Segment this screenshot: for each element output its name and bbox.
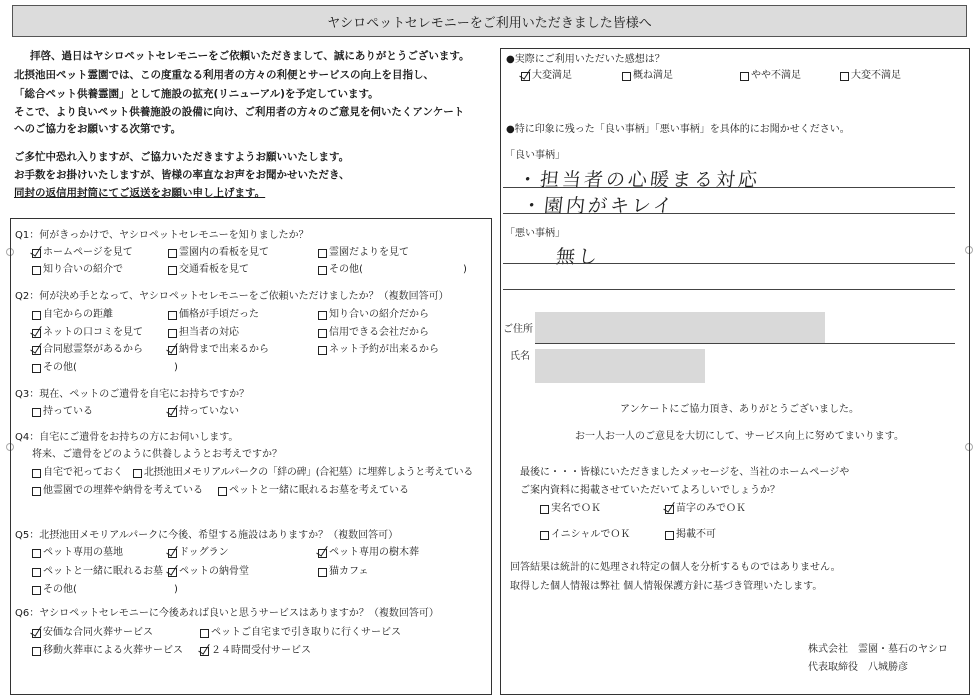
option-label: 他霊園での埋葬や納骨を考えている xyxy=(43,485,203,496)
q2-option-online-booking[interactable] xyxy=(318,344,439,356)
address-line xyxy=(535,343,955,344)
q6-label: Q6：ヤシロペットセレモニーに今後あれば良いと思うサービスはありますか？（複数回答可） xyxy=(15,608,439,619)
intro-line: へのご協力をお願いする次第です。 xyxy=(14,123,182,135)
checkbox[interactable] xyxy=(318,249,327,258)
q2-option-reasonable-price[interactable] xyxy=(168,309,259,321)
checkbox[interactable] xyxy=(32,647,41,656)
q5-option-shared-grave[interactable] xyxy=(32,566,163,578)
option-label: 信用できる会社だから xyxy=(329,327,429,338)
request-line: お手数をお掛けいたしますが、皆様の率直なお声をお聞かせいただき、 xyxy=(14,169,350,181)
option-label: ネット予約が出来るから xyxy=(329,344,439,355)
option-label: 持っていない xyxy=(179,406,239,417)
intro-line: 拝啓、過日はヤシロペットセレモニーをご依頼いただきまして、誠にありがとうございます。 xyxy=(30,50,470,62)
satisfaction-option-satisfied[interactable] xyxy=(622,70,673,82)
checkbox[interactable] xyxy=(133,469,142,478)
checkbox[interactable] xyxy=(318,266,327,275)
representative-name: 代表取締役 八城勝彦 xyxy=(808,662,908,673)
option-label: その他( xyxy=(329,264,363,275)
q1-option-homepage[interactable] xyxy=(32,247,133,259)
redacted-name xyxy=(535,349,705,383)
q5-option-pet-cemetery[interactable] xyxy=(32,547,123,559)
answer-line xyxy=(503,263,955,264)
checkbox[interactable] xyxy=(168,346,177,355)
option-label: 移動火葬車による火葬サービス xyxy=(43,645,183,656)
good-answer-handwritten: ・園内がキレイ xyxy=(520,195,677,217)
q3-option-do-not-have[interactable] xyxy=(168,406,239,418)
publish-question: ご案内資料に掲載させていただいてよろしいでしょうか？ xyxy=(520,485,780,496)
checkbox[interactable] xyxy=(168,311,177,320)
q5-option-tree-burial[interactable] xyxy=(318,547,419,559)
redacted-address xyxy=(535,312,825,343)
option-label: 北摂池田メモリアルパークの「絆の碑」(合祀墓）に埋葬しようと考えている xyxy=(144,467,473,478)
option-label: 掲載不可 xyxy=(676,529,716,540)
checkbox[interactable] xyxy=(32,364,41,373)
option-label: 合同慰霊祭があるから xyxy=(43,344,143,355)
checkbox[interactable] xyxy=(840,72,849,81)
privacy-note: 取得した個人情報は弊社 個人情報保護方針に基づき管理いたします。 xyxy=(510,581,823,592)
q5-option-other[interactable] xyxy=(32,584,77,596)
checkbox[interactable] xyxy=(318,568,327,577)
checkbox[interactable] xyxy=(168,266,177,275)
checkbox[interactable] xyxy=(318,549,327,558)
thanks-line: お一人お一人のご意見を大切にして、サービス向上に努めてまいります。 xyxy=(575,431,904,442)
checkbox[interactable] xyxy=(168,408,177,417)
q4-option-enshrine-at-home[interactable] xyxy=(32,467,123,479)
q2-option-online-reviews[interactable] xyxy=(32,327,143,339)
q2-option-other[interactable] xyxy=(32,362,77,374)
checkbox[interactable] xyxy=(622,72,631,81)
satisfaction-option-very-dissatisfied[interactable] xyxy=(840,70,901,82)
option-label: ペットご自宅まで引き取りに行くサービス xyxy=(211,627,401,638)
page-title: ヤシロペットセレモニーをご利用いただきました皆様へ xyxy=(327,15,652,31)
checkbox[interactable] xyxy=(32,249,41,258)
q6-option-cheap-cremation[interactable] xyxy=(32,627,153,639)
other-close-paren: ) xyxy=(174,362,178,373)
option-label: 霊園だよりを見て xyxy=(329,247,409,258)
checkbox[interactable] xyxy=(32,469,41,478)
option-label: ドッグラン xyxy=(179,547,229,558)
option-label: その他( xyxy=(43,584,77,595)
publish-option-initials[interactable] xyxy=(540,529,630,541)
q2-option-staff-response[interactable] xyxy=(168,327,239,339)
checkbox[interactable] xyxy=(200,647,209,656)
q3-label: Q3：現在、ペットのご遺骨を自宅にお持ちですか？ xyxy=(15,389,250,400)
checkbox[interactable] xyxy=(318,311,327,320)
q4-sub-question: 将来、ご遺骨をどのように供養しようとお考えですか？ xyxy=(32,449,282,460)
q4-option-shared-grave[interactable] xyxy=(218,485,409,497)
q2-option-trustworthy-company[interactable] xyxy=(318,327,429,339)
header-banner xyxy=(12,5,967,37)
q3-option-have[interactable] xyxy=(32,406,93,418)
company-name: 株式会社 霊園・墓石のヤシロ xyxy=(808,644,948,655)
option-label: ホームページを見て xyxy=(43,247,133,258)
q6-option-mobile-cremation[interactable] xyxy=(32,645,183,657)
checkbox[interactable] xyxy=(32,408,41,417)
option-label: ペットと一緒に眠れるお墓 xyxy=(43,566,163,577)
option-label: 苗字のみでＯＫ xyxy=(676,503,746,514)
checkbox[interactable] xyxy=(740,72,749,81)
answer-line xyxy=(503,187,955,188)
option-label: 大変不満足 xyxy=(851,70,901,81)
satisfaction-option-somewhat-dissatisfied[interactable] xyxy=(740,70,801,82)
option-label: 霊園内の看板を見て xyxy=(179,247,269,258)
option-label: 知り合いの紹介で xyxy=(43,264,123,275)
q1-option-acquaintance-referral[interactable] xyxy=(32,264,123,276)
option-label: やや不満足 xyxy=(751,70,801,81)
q2-option-distance[interactable] xyxy=(32,309,113,321)
checkbox[interactable] xyxy=(200,629,209,638)
checkbox[interactable] xyxy=(540,505,549,514)
checkbox[interactable] xyxy=(32,266,41,275)
checkbox[interactable] xyxy=(318,346,327,355)
q1-option-cemetery-signboard[interactable] xyxy=(168,247,269,259)
q2-option-interment-available[interactable] xyxy=(168,344,269,356)
checkbox[interactable] xyxy=(32,568,41,577)
option-label: ネットの口コミを見て xyxy=(43,327,143,338)
checkbox[interactable] xyxy=(32,346,41,355)
publish-option-not-allowed[interactable] xyxy=(665,529,716,541)
option-label: 知り合いの紹介だから xyxy=(329,309,429,320)
checkbox[interactable] xyxy=(32,329,41,338)
q1-option-traffic-sign[interactable] xyxy=(168,264,249,276)
answer-line xyxy=(503,213,955,214)
checkbox[interactable] xyxy=(168,549,177,558)
checkbox[interactable] xyxy=(168,329,177,338)
good-points-label: 「良い事柄」 xyxy=(505,150,565,161)
checkbox[interactable] xyxy=(168,249,177,258)
address-label: ご住所 xyxy=(503,324,533,335)
checkbox[interactable] xyxy=(168,568,177,577)
privacy-note: 回答結果は統計的に処理され特定の個人を分析するものではありません。 xyxy=(510,562,841,573)
option-label: 安価な合同火葬サービス xyxy=(43,627,153,638)
option-label: ペットの納骨堂 xyxy=(179,566,249,577)
option-label: 概ね満足 xyxy=(633,70,673,81)
option-label: イニシャルでＯＫ xyxy=(551,529,631,540)
option-label: ペット専用の樹木葬 xyxy=(329,547,419,558)
option-label: 価格が手頃だった xyxy=(179,309,259,320)
name-label: 氏名 xyxy=(510,351,530,362)
request-line-underlined: 同封の返信用封筒にてご返送をお願い申し上げます。 xyxy=(14,187,266,199)
checkbox[interactable] xyxy=(318,329,327,338)
q5-label: Q5：北摂池田メモリアルパークに今後、希望する施設はありますか？（複数回答可） xyxy=(15,530,399,541)
other-close-paren: ) xyxy=(463,264,467,275)
good-answer-handwritten: ・担当者の心暖まる対応 xyxy=(516,169,762,191)
option-label: ペット専用の墓地 xyxy=(43,547,123,558)
publish-option-real-name[interactable] xyxy=(540,503,601,515)
option-label: その他( xyxy=(43,362,77,373)
publish-option-surname-only[interactable] xyxy=(665,503,746,515)
checkbox[interactable] xyxy=(218,487,227,496)
impressions-label: ●特に印象に残った「良い事柄」「悪い事柄」を具体的にお聞かせください。 xyxy=(506,124,850,135)
option-label: 持っている xyxy=(43,406,93,417)
intro-line: 「総合ペット供養霊園」として施設の拡充(リニューアル)を予定しています。 xyxy=(14,88,379,100)
request-line: ご多忙中恐れ入りますが、ご協力いただきますようお願いいたします。 xyxy=(14,151,350,163)
thanks-line: アンケートにご協力頂き、ありがとうございました。 xyxy=(620,404,859,415)
q2-option-acquaintance[interactable] xyxy=(318,309,429,321)
q2-label: Q2：何が決め手となって、ヤシロペットセレモニーをご依頼いただけましたか？（複数回答可） xyxy=(15,291,449,302)
option-label: 自宅で祀っておく xyxy=(43,467,123,478)
intro-line: そこで、より良いペット供養施設の設備に向け、ご利用者の方々のご意見を伺いたくアンケート xyxy=(14,106,465,118)
q5-option-dog-run[interactable] xyxy=(168,547,229,559)
answer-line xyxy=(503,289,955,290)
q1-option-other[interactable] xyxy=(318,264,363,276)
checkbox[interactable] xyxy=(32,586,41,595)
checkbox[interactable] xyxy=(521,72,530,81)
q4-label: Q4：自宅にご遺骨をお持ちの方にお伺いします。 xyxy=(15,432,239,443)
option-label: 納骨まで出来るから xyxy=(179,344,269,355)
option-label: 交通看板を見て xyxy=(179,264,249,275)
bad-answer-handwritten: 無し xyxy=(554,246,602,268)
option-label: 自宅からの距離 xyxy=(43,309,113,320)
q4-option-communal-grave[interactable] xyxy=(133,467,473,479)
bad-points-label: 「悪い事柄」 xyxy=(505,228,565,239)
other-close-paren: ) xyxy=(174,584,178,595)
checkbox[interactable] xyxy=(32,311,41,320)
option-label: ペットと一緒に眠れるお墓を考えている xyxy=(229,485,409,496)
option-label: 猫カフェ xyxy=(329,566,369,577)
checkbox[interactable] xyxy=(665,531,674,540)
checkbox[interactable] xyxy=(32,549,41,558)
satisfaction-label: ●実際にご利用いただいた感想は？ xyxy=(506,54,665,65)
q4-option-other-cemetery[interactable] xyxy=(32,485,203,497)
option-label: 実名でＯＫ xyxy=(551,503,601,514)
q1-option-cemetery-newsletter[interactable] xyxy=(318,247,409,259)
option-label: 大変満足 xyxy=(532,70,572,81)
checkbox[interactable] xyxy=(32,487,41,496)
q5-option-ossuary[interactable] xyxy=(168,566,249,578)
option-label: 担当者の対応 xyxy=(179,327,239,338)
q6-option-24h-reception[interactable] xyxy=(200,645,311,657)
publish-question: 最後に・・・皆様にいただきましたメッセージを、当社のホームページや xyxy=(520,467,850,478)
q1-label: Q1：何がきっかけで、ヤシロペットセレモニーを知りましたか？ xyxy=(15,230,309,241)
q2-option-memorial-service[interactable] xyxy=(32,344,143,356)
intro-line: 北摂池田ペット霊園では、この度重なる利用者の方々の利便とサービスの向上を目指し、 xyxy=(14,69,434,81)
q6-option-home-pickup[interactable] xyxy=(200,627,401,639)
q5-option-cat-cafe[interactable] xyxy=(318,566,369,578)
checkbox[interactable] xyxy=(32,629,41,638)
satisfaction-option-very-satisfied[interactable] xyxy=(521,70,572,82)
checkbox[interactable] xyxy=(665,505,674,514)
checkbox[interactable] xyxy=(540,531,549,540)
option-label: ２４時間受付サービス xyxy=(211,645,311,656)
